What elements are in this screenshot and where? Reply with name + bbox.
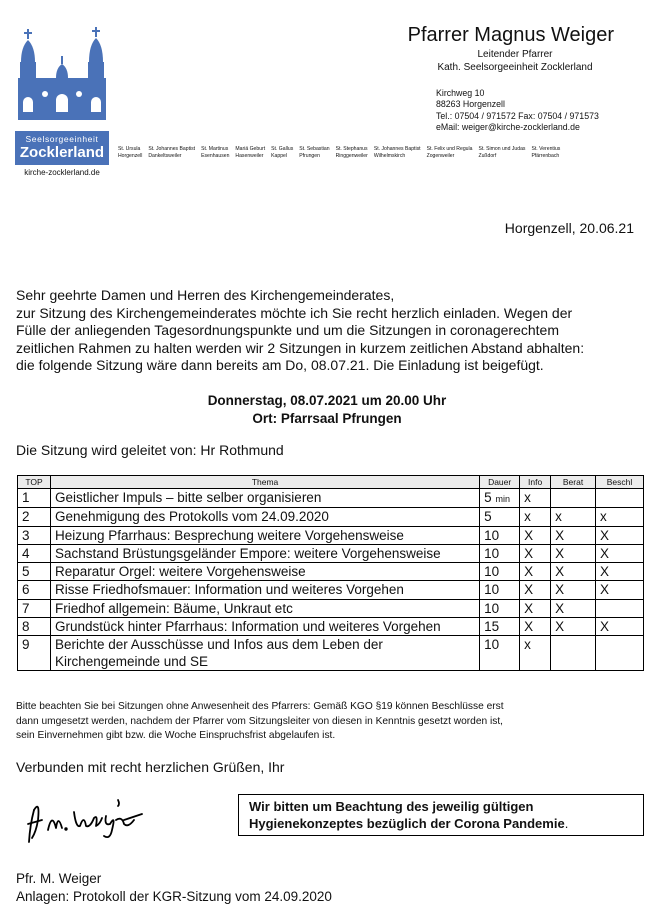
logo-wordmark: [15, 131, 109, 165]
parish-item: St. Ursula Horgenzell: [118, 146, 143, 159]
header-beschl: Beschl: [596, 476, 644, 489]
intro-line: zeitlichen Rahmen zu halten werden wir 2 Sitzungen in kurzem zeitlichen Abstand abhalten:: [16, 339, 585, 356]
parish-item: St. Verentius Pfärrenbach: [531, 146, 561, 159]
table-row: 8 Grundstück hinter Pfarrhaus: Information und weiteres Vorgehen 15 X X X: [18, 618, 644, 636]
meeting-where: Ort: Pfarrsaal Pfrungen: [252, 411, 402, 426]
hygiene-notice: [238, 794, 644, 836]
sender-name: Pfarrer Magnus Weiger: [407, 24, 614, 46]
header-berat: Berat: [551, 476, 596, 489]
parish-item: St. Sebastian Pfrungen: [299, 146, 330, 159]
church-towers-icon: [15, 22, 109, 122]
intro-line: Fülle der anliegenden Tagesordnungspunkte und um die Sitzungen in coronagerechtem: [16, 322, 560, 339]
footer: [16, 870, 332, 906]
parish-item: Mariä Geburt Hasenweiler: [235, 146, 266, 159]
table-row: 3 Heizung Pfarrhaus: Besprechung weitere Vorgehensweise 10 X X X: [18, 526, 644, 544]
intro-line: zur Sitzung des Kirchengemeinderates möchte ich Sie recht herzlich einladen. Wegen der: [16, 304, 573, 321]
parish-item: St. Johannes Baptist Dankeltsweiler: [148, 146, 196, 159]
parish-list: [118, 146, 638, 159]
closing-greeting: Verbunden mit recht herzlichen Grüßen, Ihr: [16, 759, 285, 775]
logo-line2: Zocklerland: [19, 144, 105, 161]
notice-line1: Wir bitten um Beachtung des jeweilig gültigen: [249, 799, 534, 814]
header-dauer: Dauer: [480, 476, 520, 489]
parish-item: St. Felix und Regula Zogenweiler: [426, 146, 473, 159]
address-street: Kirchweg 10: [436, 88, 485, 98]
note-line: dann umgesetzt werden, nachdem der Pfarrer vom Sitzungsleiter von diesen in Kenntnis gesetzt worden ist,: [16, 715, 503, 727]
meeting-info: [0, 392, 654, 428]
table-header-row: [18, 476, 644, 489]
logo-url[interactable]: kirche-zocklerland.de: [24, 168, 100, 177]
table-row: 6 Risse Friedhofsmauer: Information und weiteres Vorgehen 10 X X X: [18, 581, 644, 599]
kgo-note: [16, 700, 641, 744]
header-info: Info: [520, 476, 551, 489]
notice-line2: Hygienekonzeptes bezüglich der Corona Pandemie.: [249, 816, 569, 831]
meeting-when: Donnerstag, 08.07.2021 um 20.00 Uhr: [207, 393, 447, 408]
intro-line: Sehr geehrte Damen und Herren des Kirchengemeinderates,: [16, 287, 395, 303]
unit-name: Kath. Seelsorgeeinheit Zocklerland: [437, 62, 593, 73]
table-row: 1 Geistlicher Impuls – bitte selber organisieren 5 min x: [18, 489, 644, 508]
meeting-lead: Die Sitzung wird geleitet von: Hr Rothmund: [16, 442, 284, 458]
table-row: 2 Genehmigung des Protokolls vom 24.09.2020 5 x x x: [18, 508, 644, 526]
header-thema: Thema: [50, 476, 479, 489]
attachments: Anlagen: Protokoll der KGR-Sitzung vom 24.09.2020: [16, 889, 332, 904]
agenda-table: [17, 475, 644, 671]
parish-item: St. Gallus Kappel: [271, 146, 294, 159]
parish-item: St. Martinus Esenhausen: [201, 146, 230, 159]
intro-line: die folgende Sitzung wäre dann bereits am Do, 08.07.21. Die Einladung ist beigefügt.: [16, 357, 544, 374]
table-row: 7 Friedhof allgemein: Bäume, Unkraut etc 10 X X: [18, 599, 644, 617]
handwritten-signature: [24, 790, 154, 855]
sender-role: [420, 48, 610, 74]
parish-item: St. Simon und Judas Zußdorf: [478, 146, 526, 159]
address-email[interactable]: eMail: weiger@kirche-zocklerland.de: [436, 121, 580, 132]
address-phone: Tel.: 07504 / 971572 Fax: 07504 / 971573: [436, 110, 599, 121]
logo: [15, 22, 109, 177]
role-title: Leitender Pfarrer: [477, 49, 553, 60]
intro-text: [16, 287, 641, 375]
header-top: TOP: [18, 476, 51, 489]
parish-item: St. Stephanus Ringgenweiler: [335, 146, 368, 159]
letter-date: Horgenzell, 20.06.21: [504, 220, 634, 236]
table-row: 9 Berichte der Ausschüsse und Infos aus dem Leben der Kirchengemeinde und SE 10 x: [18, 636, 644, 671]
table-row: 5 Reparatur Orgel: weitere Vorgehensweise 10 X X X: [18, 563, 644, 581]
parish-item: St. Johannes Baptist Wilhelmskirch: [373, 146, 421, 159]
note-line: sein Einvernehmen gibt bzw. die Woche Einspruchsfrist abgelaufen ist.: [16, 730, 336, 741]
address-city: 88263 Horgenzell: [436, 99, 505, 110]
table-row: 4 Sachstand Brüstungsgeländer Empore: weitere Vorgehensweise 10 X X X: [18, 544, 644, 562]
sender-short: Pfr. M. Weiger: [16, 871, 102, 886]
sender-address: [436, 88, 599, 133]
note-line: Bitte beachten Sie bei Sitzungen ohne Anwesenheit des Pfarrers: Gemäß KGO §19 können Beschlüsse erst: [16, 701, 504, 712]
logo-line1: Seelsorgeeinheit: [25, 134, 99, 144]
